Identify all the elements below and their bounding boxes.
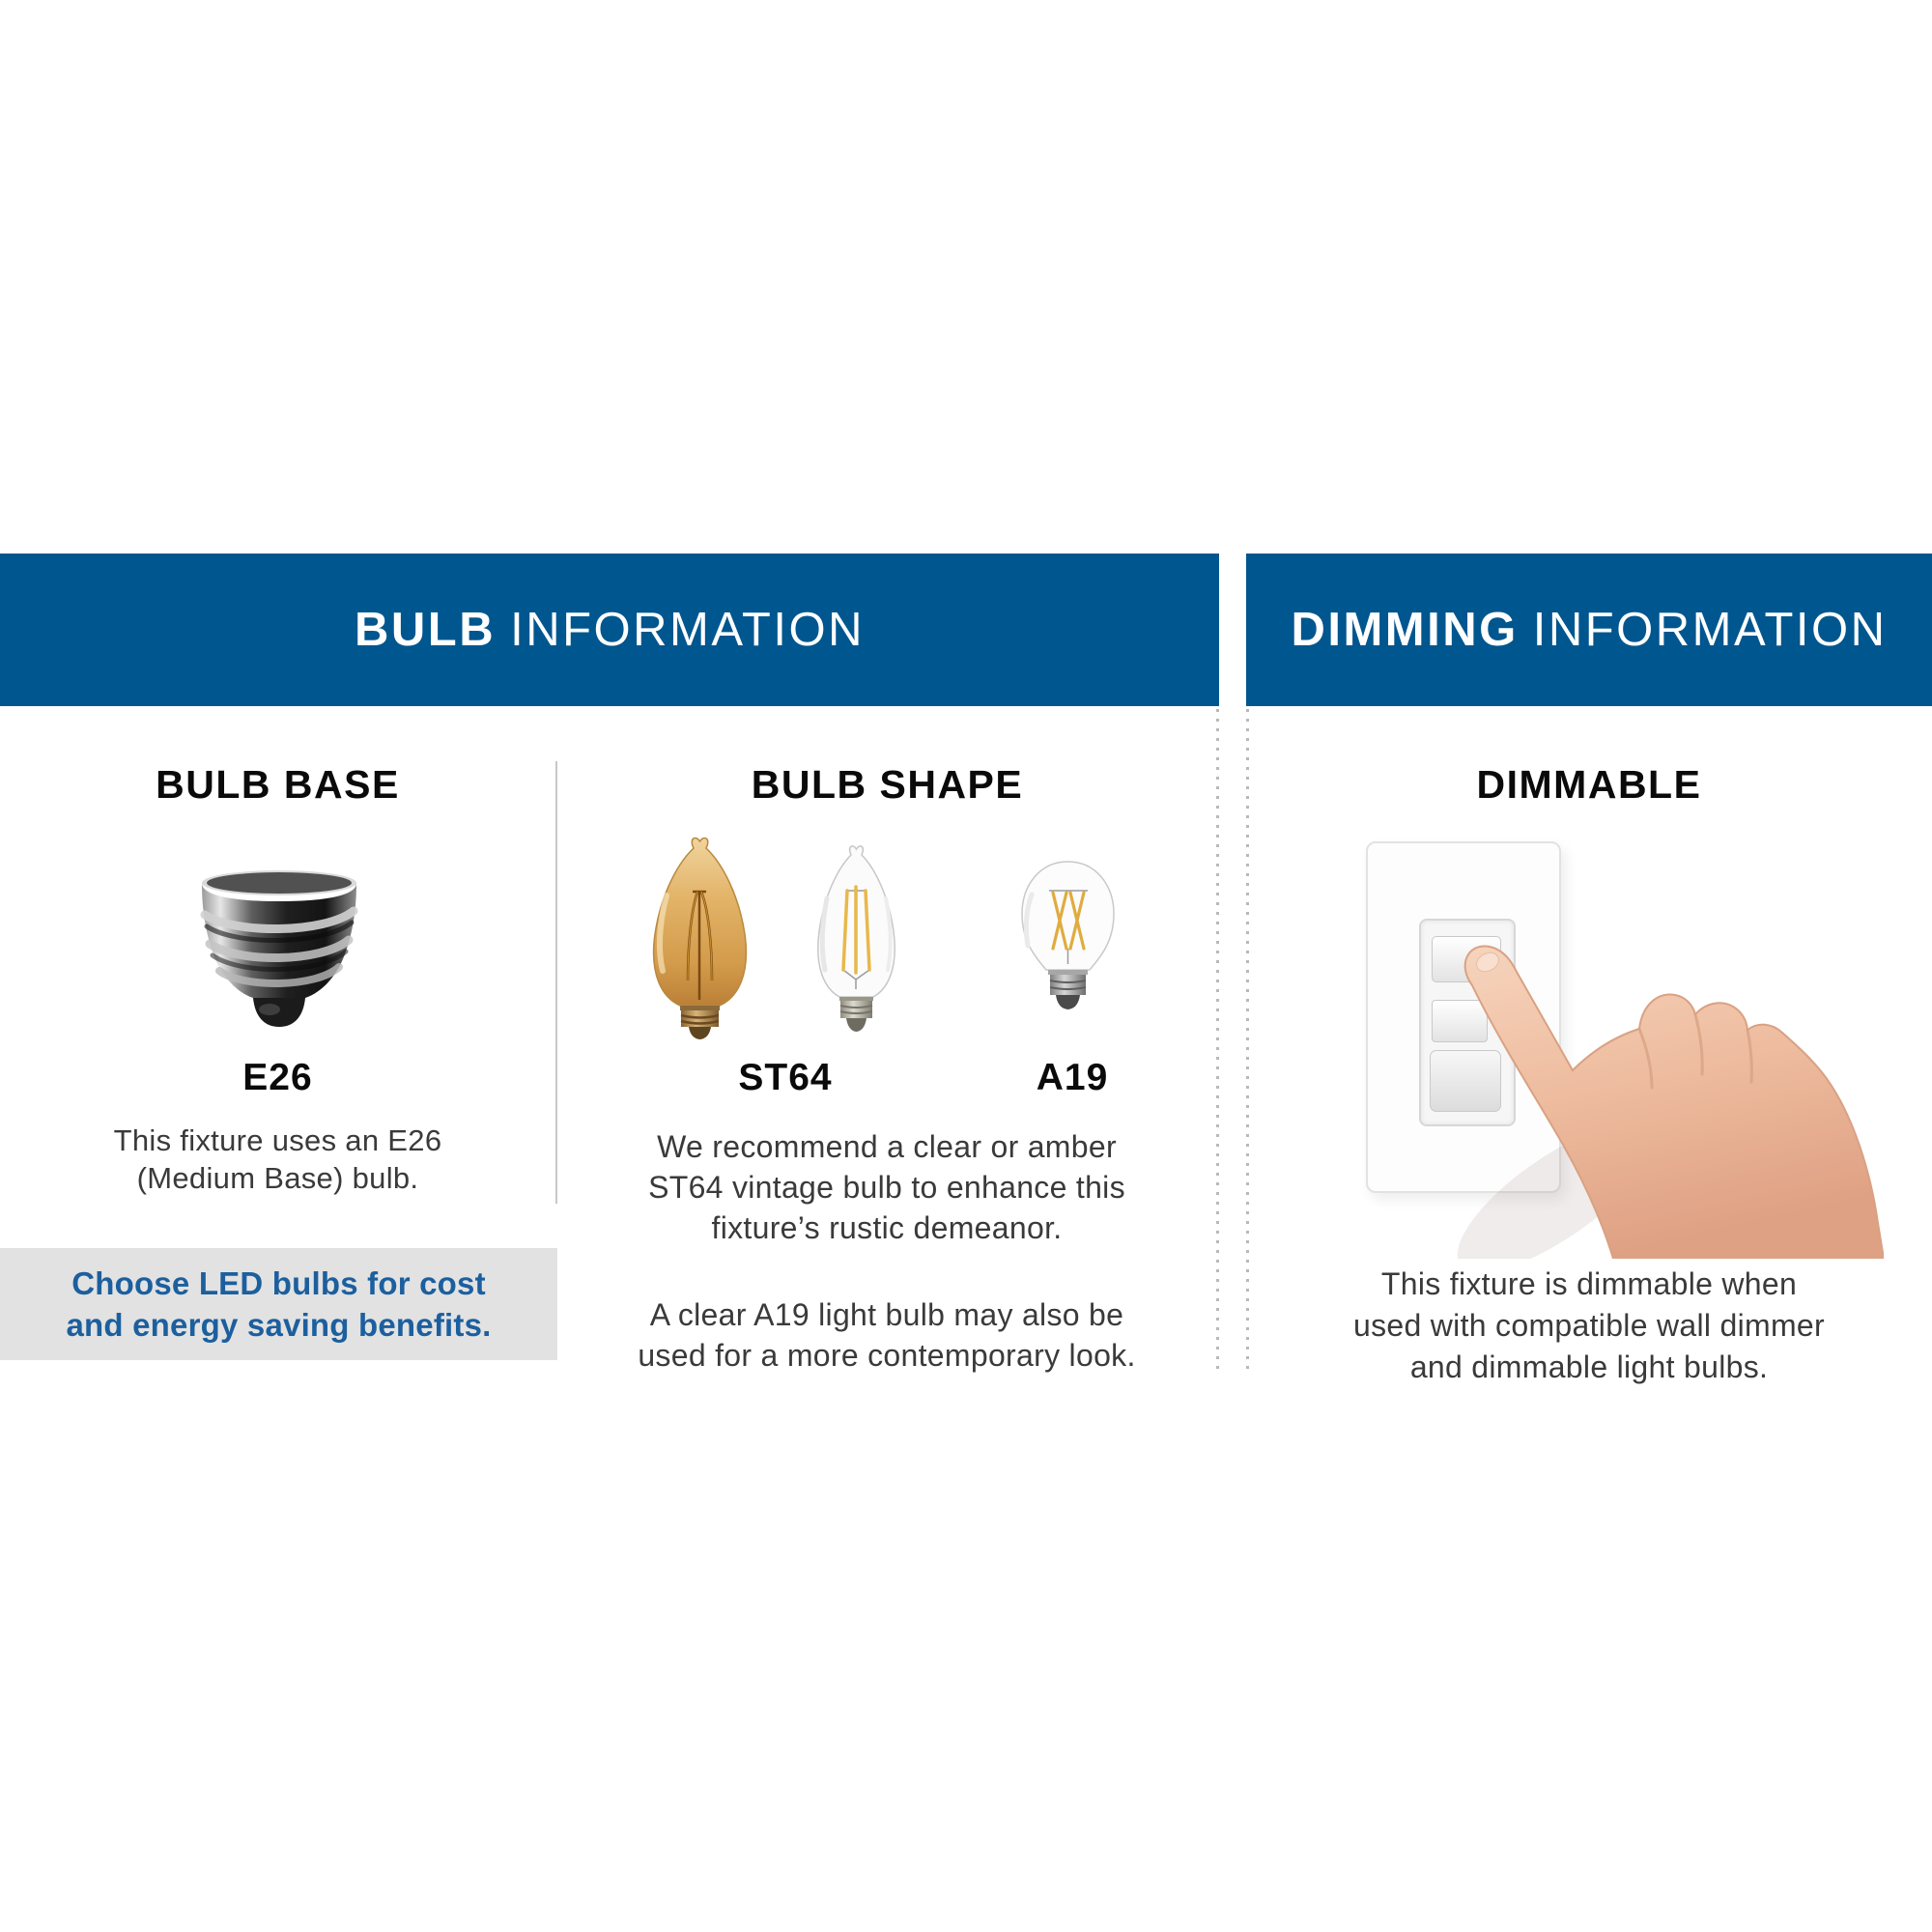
a19-label: A19 [1036, 1057, 1109, 1098]
dimmable-heading: DIMMABLE [1476, 762, 1702, 807]
e26-description-line-1: This fixture uses an E26 [113, 1123, 442, 1157]
e26-description-line-2: (Medium Base) bulb. [136, 1161, 419, 1195]
bulb-header-bold-text: BULB [355, 604, 497, 656]
dimming-header-bold-text: DIMMING [1291, 604, 1519, 656]
dimming-information-header [1246, 554, 1932, 706]
bulb-shape-paragraph-1 [578, 1126, 1196, 1248]
st64-amber-bulb-image [645, 834, 754, 1040]
bulb-shape-heading: BULB SHAPE [751, 762, 1024, 807]
dimmable-description-line-2: used with compatible wall dimmer [1352, 1308, 1825, 1343]
led-tip-line-2: and energy saving benefits. [66, 1307, 492, 1343]
dimming-header-light-text: INFORMATION [1532, 604, 1888, 656]
e26-screw-base-image [193, 867, 365, 1033]
bulb-base-heading: BULB BASE [156, 762, 400, 807]
section-dotted-divider-left [1216, 709, 1219, 1376]
st64-clear-bulb-image [811, 842, 901, 1037]
column-divider-line [555, 761, 557, 1204]
bulb-shape-paragraph-2 [578, 1294, 1196, 1376]
bulb-information-header [0, 554, 1219, 706]
bulb-shape-paragraph-1-line-2: ST64 vintage bulb to enhance this [648, 1170, 1125, 1205]
dimmable-description-line-3: and dimmable light bulbs. [1409, 1350, 1769, 1384]
dimmable-description-line-1: This fixture is dimmable when [1380, 1266, 1798, 1301]
pointing-hand-image [1449, 935, 1884, 1259]
e26-label: E26 [242, 1057, 313, 1098]
section-dotted-divider-right [1246, 709, 1249, 1376]
a19-clear-bulb-image [1016, 856, 1120, 1030]
dimmable-description [1290, 1264, 1889, 1388]
bulb-shape-paragraph-1-line-1: We recommend a clear or amber [657, 1129, 1117, 1164]
e26-description [0, 1122, 555, 1197]
led-tip-line-1: Choose LED bulbs for cost [71, 1265, 486, 1301]
bulb-shape-paragraph-2-line-2: used for a more contemporary look. [638, 1338, 1136, 1373]
bulb-header-light-text: INFORMATION [510, 604, 865, 656]
bulb-shape-paragraph-1-line-3: fixture’s rustic demeanor. [711, 1210, 1063, 1245]
st64-label: ST64 [738, 1057, 833, 1098]
led-tip-box [0, 1248, 557, 1360]
bulb-shape-paragraph-2-line-1: A clear A19 light bulb may also be [649, 1297, 1124, 1332]
